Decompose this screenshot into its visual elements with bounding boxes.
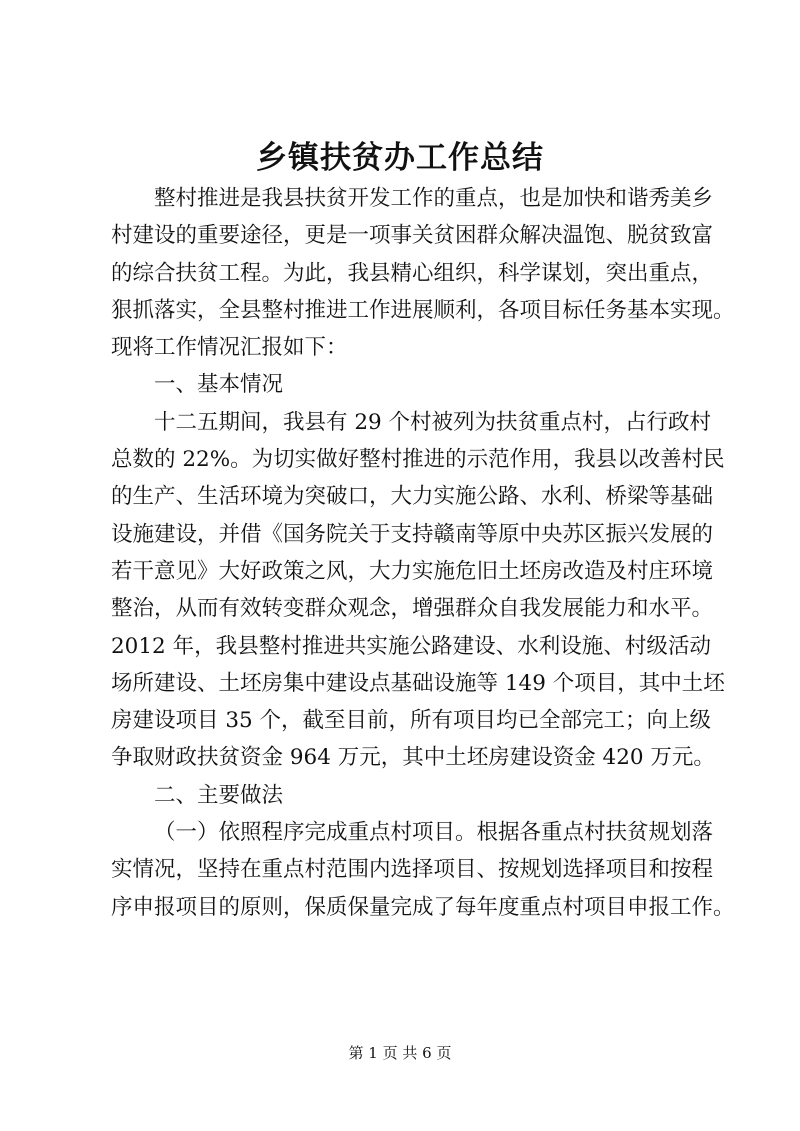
- text-line: （一）依照程序完成重点村项目。根据各重点村扶贫规划落: [154, 820, 714, 846]
- text-line: 若干意见》大好政策之风，大力实施危旧土坯房改造及村庄环境: [111, 558, 714, 584]
- section-heading: 二、主要做法: [154, 782, 284, 808]
- text-line: 2012 年，我县整村推进共实施公路建设、水利设施、村级活动: [111, 633, 711, 659]
- text-line: 的生产、生活环境为突破口，大力实施公路、水利、桥梁等基础: [111, 484, 714, 510]
- text-line: 现将工作情况汇报如下：: [111, 335, 348, 361]
- text-line: 狠抓落实，全县整村推进工作进展顺利，各项目标任务基本实现。: [111, 297, 735, 323]
- text-line: 十二五期间，我县有 29 个村被列为扶贫重点村，占行政村: [154, 409, 712, 435]
- text-line: 房建设项目 35 个，截至目前，所有项目均已全部完工；向上级: [111, 708, 712, 734]
- document-title: 乡镇扶贫办工作总结: [256, 140, 544, 176]
- text-line: 设施建设，并借《国务院关于支持赣南等原中央苏区振兴发展的: [111, 521, 714, 547]
- text-line: 争取财政扶贫资金 964 万元，其中土坯房建设资金 420 万元。: [111, 745, 715, 771]
- text-line: 整村推进是我县扶贫开发工作的重点，也是加快和谐秀美乡: [154, 186, 714, 211]
- text-line: 整治，从而有效转变群众观念，增强群众自我发展能力和水平。: [111, 596, 714, 622]
- text-line: 序申报项目的原则，保质保量完成了每年度重点村项目申报工作。: [111, 894, 735, 920]
- section-heading: 一、基本情况: [154, 372, 284, 398]
- document-body: [111, 180, 735, 926]
- text-line: 场所建设、土坯房集中建设点基础设施等 149 个项目，其中土坯: [111, 670, 725, 696]
- text-line: 的综合扶贫工程。为此，我县精心组织，科学谋划，突出重点，: [111, 260, 714, 286]
- text-line: 实情况，坚持在重点村范围内选择项目、按规划选择项目和按程: [111, 857, 714, 883]
- text-line: 总数的 22%。为切实做好整村推进的示范作用，我县以改善村民: [111, 447, 725, 473]
- text-line: 村建设的重要途径，更是一项事关贫困群众解决温饱、脱贫致富: [111, 223, 714, 249]
- page-number: 第 1 页 共 6 页: [348, 1044, 452, 1062]
